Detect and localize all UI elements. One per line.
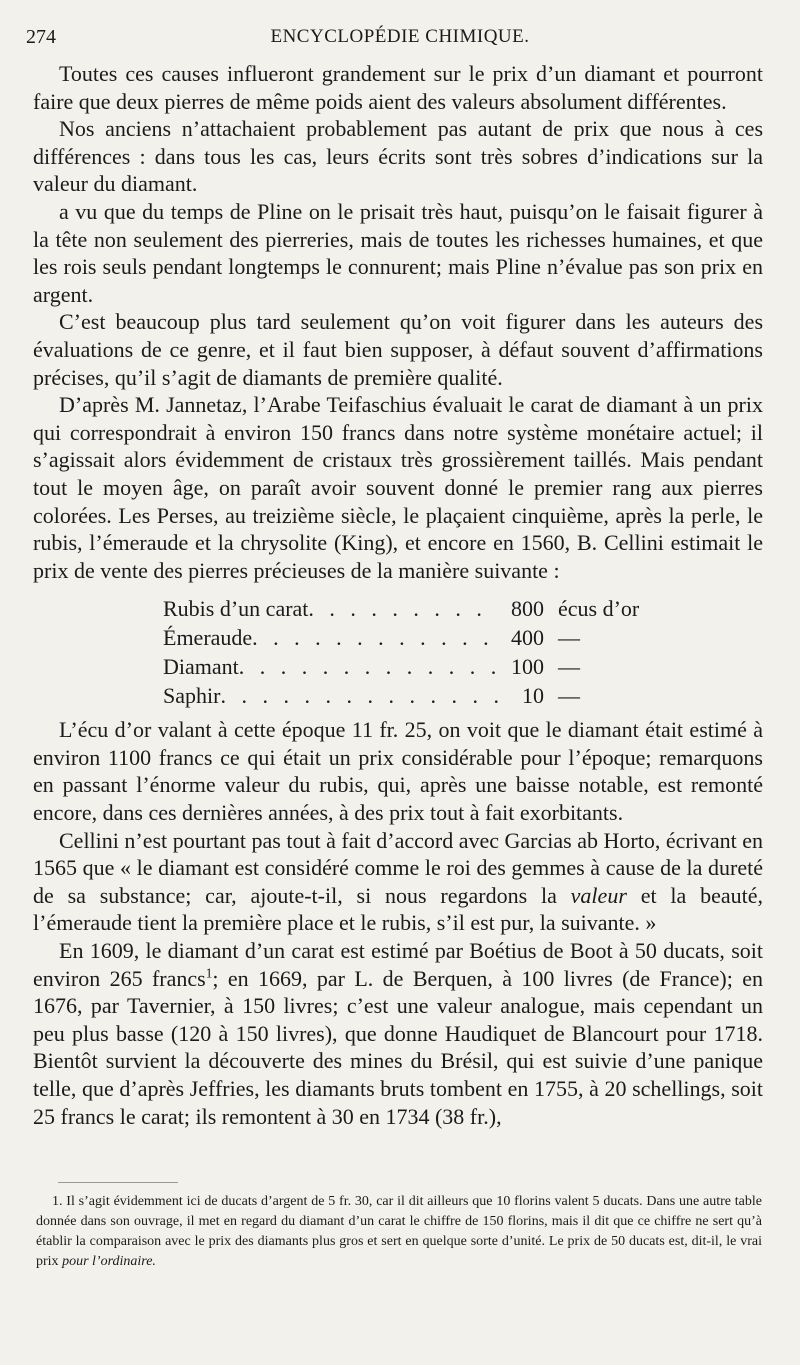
price-row (163, 623, 763, 652)
item-name: Émeraude (163, 625, 253, 651)
price-row (163, 652, 763, 681)
paragraph: C’est beaucoup plus tard seulement qu’on voit figurer dans les auteurs des évaluations de ce genre, et il faut bien supposer, à défaut souvent d’affirmations précises, qu’il s’agit de diamants de première qualité. (33, 309, 763, 390)
item-name: Rubis d’un carat (163, 596, 309, 622)
item-unit: — (558, 625, 580, 651)
running-title: ENCYCLOPÉDIE CHIMIQUE. (270, 26, 530, 47)
dot-leader (308, 594, 498, 623)
item-unit: écus d’or (558, 596, 640, 622)
paragraph-text: Cellini n’est pourtant pas tout à fait d’accord avec Garcias ab Horto, écrivant en 1565 que « le diamant est considéré comme le roi des gemmes à cause de la dureté de sa substance; car, ajoute-t-il, si nous regardons la (33, 827, 763, 908)
main-text (33, 60, 763, 1130)
dot-leader (239, 652, 498, 681)
dot-leader (252, 623, 498, 652)
page-number: 274 (26, 26, 56, 48)
price-table (163, 594, 763, 710)
price-row (163, 594, 763, 623)
paragraph (33, 937, 763, 1130)
item-unit: — (558, 654, 580, 680)
paragraph (33, 827, 763, 937)
item-value: 400 (511, 625, 544, 651)
item-value: 800 (511, 596, 544, 622)
footnote (36, 1192, 762, 1272)
paragraph-text: En 1609, le diamant d’un carat est estimé par Boétius de Boot à 50 ducats, soit environ 265 francs (33, 938, 763, 991)
footnote-emphasis: pour l’ordinaire. (62, 1254, 156, 1269)
dot-leader (220, 681, 498, 710)
paragraph: Nos anciens n’attachaient probablement pas autant de prix que nous à ces différences : dans tous les cas, leurs écrits sont très sobres d’indications sur la valeur du diamant. (33, 116, 763, 197)
paragraph-text: ; en 1669, par L. de Berquen, à 100 livres (de France); en 1676, par Tavernier, à 150 livres; c’est une valeur analogue, mais cependant un peu plus basse (120 à 150 livres), que donne Haudiquet de Blancourt pour 1718. Bientôt survient la découverte des mines du Brésil, qui est suivie d’une panique telle, que d’après Jeffries, les diamants bruts tombent en 1755, à 20 schellings, soit 25 francs le carat; ils remontent à 30 en 1734 (38 fr.), (33, 965, 763, 1129)
emphasis-text: valeur (570, 882, 627, 908)
footnote-separator (58, 1182, 178, 1183)
item-name: Saphir (163, 683, 221, 709)
paragraph: L’écu d’or valant à cette époque 11 fr. 25, on voit que le diamant était estimé à environ 1100 francs ce qui était un prix considérable pour l’époque; remarquons en passant l’énorme valeur du rubis, qui, après une baisse notable, est remonté encore, dans ces dernières années, à des prix tout à fait exorbitants. (33, 717, 763, 826)
paragraph-text: et la beauté, l’émeraude tient la première place et le rubis, s’il est pur, la suivante. » (33, 882, 763, 936)
item-value: 100 (511, 654, 544, 680)
paragraph: a vu que du temps de Pline on le prisait très haut, puisqu’on le faisait figurer à la tête non seulement des pierreries, mais de toutes les richesses humaines, et que les rois seuls pendant longtemps le connurent; mais Pline n’évalue pas son prix en argent. (33, 198, 763, 307)
price-row (163, 681, 763, 710)
footnote-ref: 1 (205, 965, 213, 981)
paragraph: D’après M. Jannetaz, l’Arabe Teifaschius évaluait le carat de diamant à un prix qui correspondrait à environ 150 francs dans notre système monétaire actuel; il s’agissait alors évidemment de cristaux très grossièrement taillés. Mais pendant tout le moyen âge, on paraît avoir souvent donné le premier rang aux pierres colorées. Les Perses, au treizième siècle, le plaçaient cinquième, après la perle, le rubis, l’émeraude et la chrysolite (King), et encore en 1560, B. Cellini estimait le prix de vente des pierres précieuses de la manière suivante : (33, 392, 763, 583)
item-value: 10 (522, 683, 544, 709)
page-header (0, 20, 800, 50)
item-unit: — (558, 683, 580, 709)
footnote-text: 1. Il s’agit évidemment ici de ducats d’argent de 5 fr. 30, car il dit ailleurs que 10 florins valent 5 ducats. Dans une autre table donnée dans son ouvrage, il met en regard du diamant d’un carat le chiffre de 150 florins, mais il dit que ce chiffre ne sert qu’à établir la comparaison avec le prix des diamants plus gros et sert en quelque sorte d’unité. Le prix de 50 ducats est, dit-il, le vrai prix (36, 1194, 762, 1269)
item-name: Diamant (163, 654, 239, 680)
paragraph: Toutes ces causes influeront grandement sur le prix d’un diamant et pourront faire que deux pierres de même poids aient des valeurs absolument différentes. (33, 61, 763, 114)
